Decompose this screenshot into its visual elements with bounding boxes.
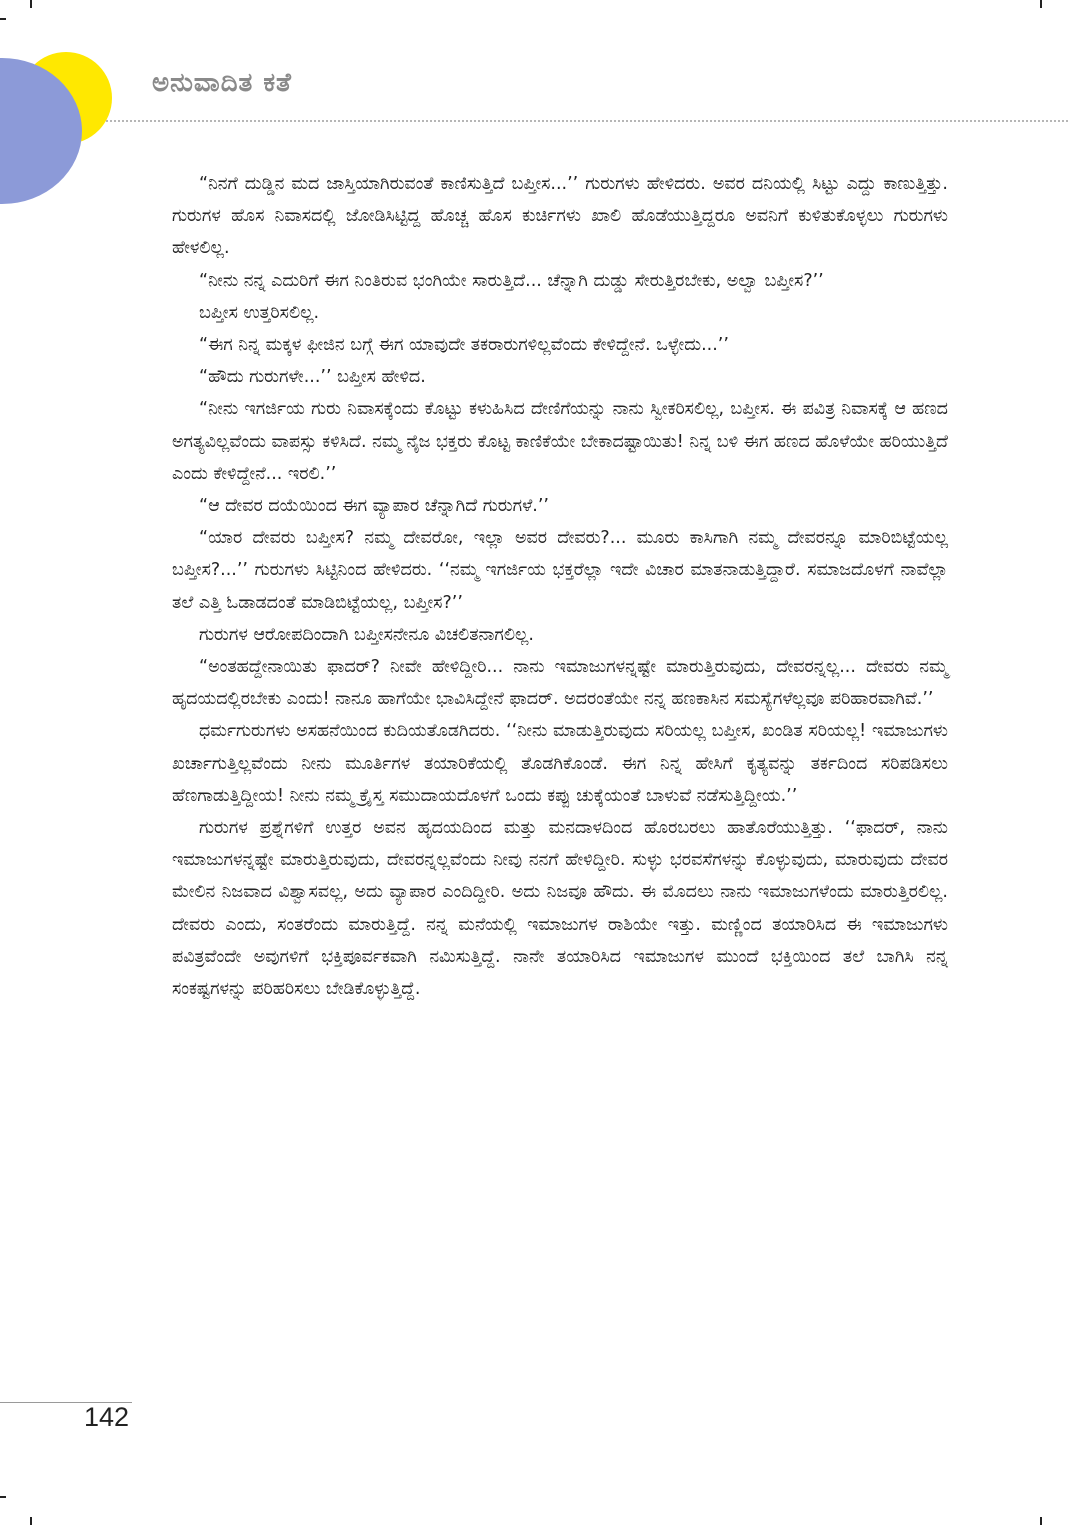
crop-mark-top-left <box>30 0 32 8</box>
paragraph: “ಹೌದು ಗುರುಗಳೇ...’’ ಬಪ್ತೀಸ ಹೇಳಿದ. <box>199 367 426 388</box>
crop-mark-bottom-right <box>1040 1517 1042 1525</box>
paragraph: “ನೀನು ನನ್ನ ಎದುರಿಗೆ ಈಗ ನಿಂತಿರುವ ಭಂಗಿಯೇ ಸಾರುತ್ತಿದೆ... ಚೆನ್ನಾಗಿ ದುಡ್ಡು ಸೇರುತ್ತಿರಬೇಕು, ಅಲ್ವಾ ಬಪ್ತೀಸ?’’ <box>199 270 824 291</box>
crop-mark-left-bottom <box>0 1496 6 1498</box>
crop-mark-bottom-left <box>30 1517 32 1525</box>
page-number: 142 <box>84 1402 130 1432</box>
section-title: ಅನುವಾದಿತ ಕತೆ <box>152 68 292 98</box>
paragraph: “ಅಂತಹದ್ದೇನಾಯಿತು ಫಾದರ್? ನೀವೇ ಹೇಳಿದ್ದೀರಿ... ನಾನು ಇಮಾಜುಗಳನ್ನಷ್ಟೇ ಮಾರುತ್ತಿರುವುದು, ದೇವರನ್ನಲ್ಲ... ದೇವರು ನಮ್ಮ ಹೃದಯದಲ್ಲಿರಬೇಕು ಎಂದು! ನಾನೂ ಹಾಗೆಯೇ ಭಾವಿಸಿದ್ದೇನೆ ಫಾದರ್. ಅದರಂತೆಯೇ ನನ್ನ ಹಣಕಾಸಿನ ಸಮಸ್ಯೆಗಳೆಲ್ಲವೂ ಪರಿಹಾರವಾಗಿವೆ.’’ <box>172 657 948 710</box>
paragraph: “ನೀನು ಇಗರ್ಜಿಯ ಗುರು ನಿವಾಸಕ್ಕೆಂದು ಕೊಟ್ಟು ಕಳುಹಿಸಿದ ದೇಣಿಗೆಯನ್ನು ನಾನು ಸ್ವೀಕರಿಸಲಿಲ್ಲ, ಬಪ್ತೀಸ. ಈ ಪವಿತ್ರ ನಿವಾಸಕ್ಕೆ ಆ ಹಣದ ಅಗತ್ಯವಿಲ್ಲವೆಂದು ವಾಪಸ್ಸು ಕಳಿಸಿದೆ. ನಮ್ಮ ನೈಜ ಭಕ್ತರು ಕೊಟ್ಟ ಕಾಣಿಕೆಯೇ ಬೇಕಾದಷ್ಟಾಯಿತು! ನಿನ್ನ ಬಳಿ ಈಗ ಹಣದ ಹೊಳೆಯೇ ಹರಿಯುತ್ತಿದೆ ಎಂದು ಕೇಳಿದ್ದೇನೆ... ಇರಲಿ.’’ <box>172 399 948 484</box>
paragraph: “ಈಗ ನಿನ್ನ ಮಕ್ಕಳ ಫೀಜಿನ ಬಗ್ಗೆ ಈಗ ಯಾವುದೇ ತಕರಾರುಗಳಿಲ್ಲವೆಂದು ಕೇಳಿದ್ದೇನೆ. ಒಳ್ಳೇದು...’’ <box>199 335 729 356</box>
crop-mark-top-right <box>1040 0 1042 8</box>
story-body <box>172 168 948 1005</box>
paragraph: ಧರ್ಮಗುರುಗಳು ಅಸಹನೆಯಿಂದ ಕುದಿಯತೊಡಗಿದರು. ‘‘ನೀನು ಮಾಡುತ್ತಿರುವುದು ಸರಿಯಲ್ಲ ಬಪ್ತೀಸ, ಖಂಡಿತ ಸರಿಯಲ್ಲ! ಇಮಾಜುಗಳು ಖರ್ಚಾಗುತ್ತಿಲ್ಲವೆಂದು ನೀನು ಮೂರ್ತಿಗಳ ತಯಾರಿಕೆಯಲ್ಲಿ ತೊಡಗಿಕೊಂಡೆ. ಈಗ ನಿನ್ನ ಹೇಸಿಗೆ ಕೃತ್ಯವನ್ನು ತರ್ಕದಿಂದ ಸರಿಪಡಿಸಲು ಹೆಣಗಾಡುತ್ತಿದ್ದೀಯ! ನೀನು ನಮ್ಮ ಕ್ರೈಸ್ತ ಸಮುದಾಯದೊಳಗೆ ಒಂದು ಕಪ್ಪು ಚುಕ್ಕೆಯಂತೆ ಬಾಳುವೆ ನಡೆಸುತ್ತಿದ್ದೀಯ.’’ <box>172 721 948 806</box>
paragraph: ಗುರುಗಳ ಆರೋಪದಿಂದಾಗಿ ಬಪ್ತೀಸನೇನೂ ವಿಚಲಿತನಾಗಲಿಲ್ಲ. <box>199 624 534 645</box>
paragraph: “ನಿನಗೆ ದುಡ್ಡಿನ ಮದ ಜಾಸ್ತಿಯಾಗಿರುವಂತೆ ಕಾಣಿಸುತ್ತಿದೆ ಬಪ್ತೀಸ...’’ ಗುರುಗಳು ಹೇಳಿದರು. ಅವರ ದನಿಯಲ್ಲಿ ಸಿಟ್ಟು ಎದ್ದು ಕಾಣುತ್ತಿತ್ತು. ಗುರುಗಳ ಹೊಸ ನಿವಾಸದಲ್ಲಿ ಜೋಡಿಸಿಟ್ಟಿದ್ದ ಹೊಚ್ಚ ಹೊಸ ಕುರ್ಚಿಗಳು ಖಾಲಿ ಹೊಡೆಯುತ್ತಿದ್ದರೂ ಅವನಿಗೆ ಕುಳಿತುಕೊಳ್ಳಲು ಗುರುಗಳು ಹೇಳಲಿಲ್ಲ. <box>172 174 948 259</box>
header-dotted-divider <box>106 120 1068 122</box>
paragraph: ಬಪ್ತೀಸ ಉತ್ತರಿಸಲಿಲ್ಲ. <box>199 302 320 323</box>
paragraph: ಗುರುಗಳ ಪ್ರಶ್ನೆಗಳಿಗೆ ಉತ್ತರ ಅವನ ಹೃದಯದಿಂದ ಮತ್ತು ಮನದಾಳದಿಂದ ಹೊರಬರಲು ಹಾತೊರೆಯುತ್ತಿತ್ತು. ‘‘ಫಾದರ್, ನಾನು ಇಮಾಜುಗಳನ್ನಷ್ಟೇ ಮಾರುತ್ತಿರುವುದು, ದೇವರನ್ನಲ್ಲವೆಂದು ನೀವು ನನಗೆ ಹೇಳಿದ್ದೀರಿ. ಸುಳ್ಳು ಭರವಸೆಗಳನ್ನು ಕೊಳ್ಳುವುದು, ಮಾರುವುದು ದೇವರ ಮೇಲಿನ ನಿಜವಾದ ವಿಶ್ವಾಸವಲ್ಲ, ಅದು ವ್ಯಾಪಾರ ಎಂದಿದ್ದೀರಿ. ಅದು ನಿಜವೂ ಹೌದು. ಈ ಮೊದಲು ನಾನು ಇಮಾಜುಗಳೆಂದು ಮಾರುತ್ತಿರಲಿಲ್ಲ. ದೇವರು ಎಂದು, ಸಂತರೆಂದು ಮಾರುತ್ತಿದ್ದೆ. ನನ್ನ ಮನೆಯಲ್ಲಿ ಇಮಾಜುಗಳ ರಾಶಿಯೇ ಇತ್ತು. ಮಣ್ಣಿಂದ ತಯಾರಿಸಿದ ಈ ಇಮಾಜುಗಳು ಪವಿತ್ರವೆಂದೇ ಅವುಗಳಿಗೆ ಭಕ್ತಿಪೂರ್ವಕವಾಗಿ ನಮಿಸುತ್ತಿದ್ದೆ. ನಾನೇ ತಯಾರಿಸಿದ ಇಮಾಜುಗಳ ಮುಂದೆ ಭಕ್ತಿಯಿಂದ ತಲೆ ಬಾಗಿಸಿ ನನ್ನ ಸಂಕಷ್ಟಗಳನ್ನು ಪರಿಹರಿಸಲು ಬೇಡಿಕೊಳ್ಳುತ್ತಿದ್ದೆ. <box>172 818 948 1000</box>
crop-mark-left-top <box>0 18 6 20</box>
paragraph: “ಆ ದೇವರ ದಯೆಯಿಂದ ಈಗ ವ್ಯಾಪಾರ ಚೆನ್ನಾಗಿದೆ ಗುರುಗಳೆ.’’ <box>199 496 549 517</box>
paragraph: “ಯಾರ ದೇವರು ಬಪ್ತೀಸ? ನಮ್ಮ ದೇವರೋ, ಇಲ್ಲಾ ಅವರ ದೇವರು?... ಮೂರು ಕಾಸಿಗಾಗಿ ನಮ್ಮ ದೇವರನ್ನೂ ಮಾರಿಬಿಟ್ಟೆಯಲ್ಲ ಬಪ್ತೀಸ?...’’ ಗುರುಗಳು ಸಿಟ್ಟಿನಿಂದ ಹೇಳಿದರು. ‘‘ನಮ್ಮ ಇಗರ್ಜಿಯ ಭಕ್ತರೆಲ್ಲಾ ಇದೇ ವಿಚಾರ ಮಾತನಾಡುತ್ತಿದ್ದಾರೆ. ಸಮಾಜದೊಳಗೆ ನಾವೆಲ್ಲಾ ತಲೆ ಎತ್ತಿ ಓಡಾಡದಂತೆ ಮಾಡಿಬಿಟ್ಟೆಯಲ್ಲ, ಬಪ್ತೀಸ?’’ <box>172 528 948 613</box>
